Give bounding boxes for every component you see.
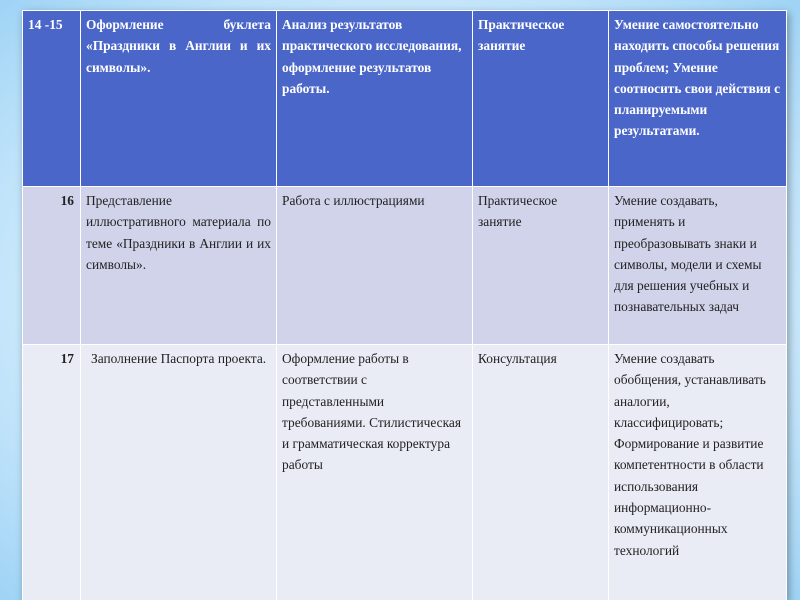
table-row [23, 11, 787, 187]
topic-cell: Представление иллюстративного материала по теме «Праздники в Англии и их символы». [81, 187, 277, 345]
topic-cell: Заполнение Паспорта проекта. [81, 345, 277, 600]
lesson-number-cell: 16 [23, 187, 81, 345]
lesson-number-cell: 17 [23, 345, 81, 600]
skills-cell: Умение создавать, применять и преобразовывать знаки и символы, модели и схемы для решения учебных и познавательных задач [609, 187, 787, 345]
topic-cell: Оформление буклета «Праздники в Англии и их символы». [81, 11, 277, 187]
table-row [23, 345, 787, 600]
skills-cell: Умение самостоятельно находить способы решения проблем; Умение соотносить свои действия с планируемыми результатами. [609, 11, 787, 187]
lesson-number-cell: 14 -15 [23, 11, 81, 187]
form-cell: Практическое занятие [473, 11, 609, 187]
table-row [23, 187, 787, 345]
activity-cell: Работа с иллюстрациями [277, 187, 473, 345]
activity-cell: Анализ результатов практического исследования, оформление результатов работы. [277, 11, 473, 187]
activity-cell: Оформление работы в соответствии с представленными требованиями. Стилистическая и грамматическая корректура работы [277, 345, 473, 600]
form-cell: Практическое занятие [473, 187, 609, 345]
form-cell: Консультация [473, 345, 609, 600]
plan-table [22, 10, 787, 600]
skills-cell: Умение создавать обобщения, устанавливать аналогии, классифицировать; Формирование и развитие компетентности в области использования информационно-коммуникационных технологий [609, 345, 787, 600]
